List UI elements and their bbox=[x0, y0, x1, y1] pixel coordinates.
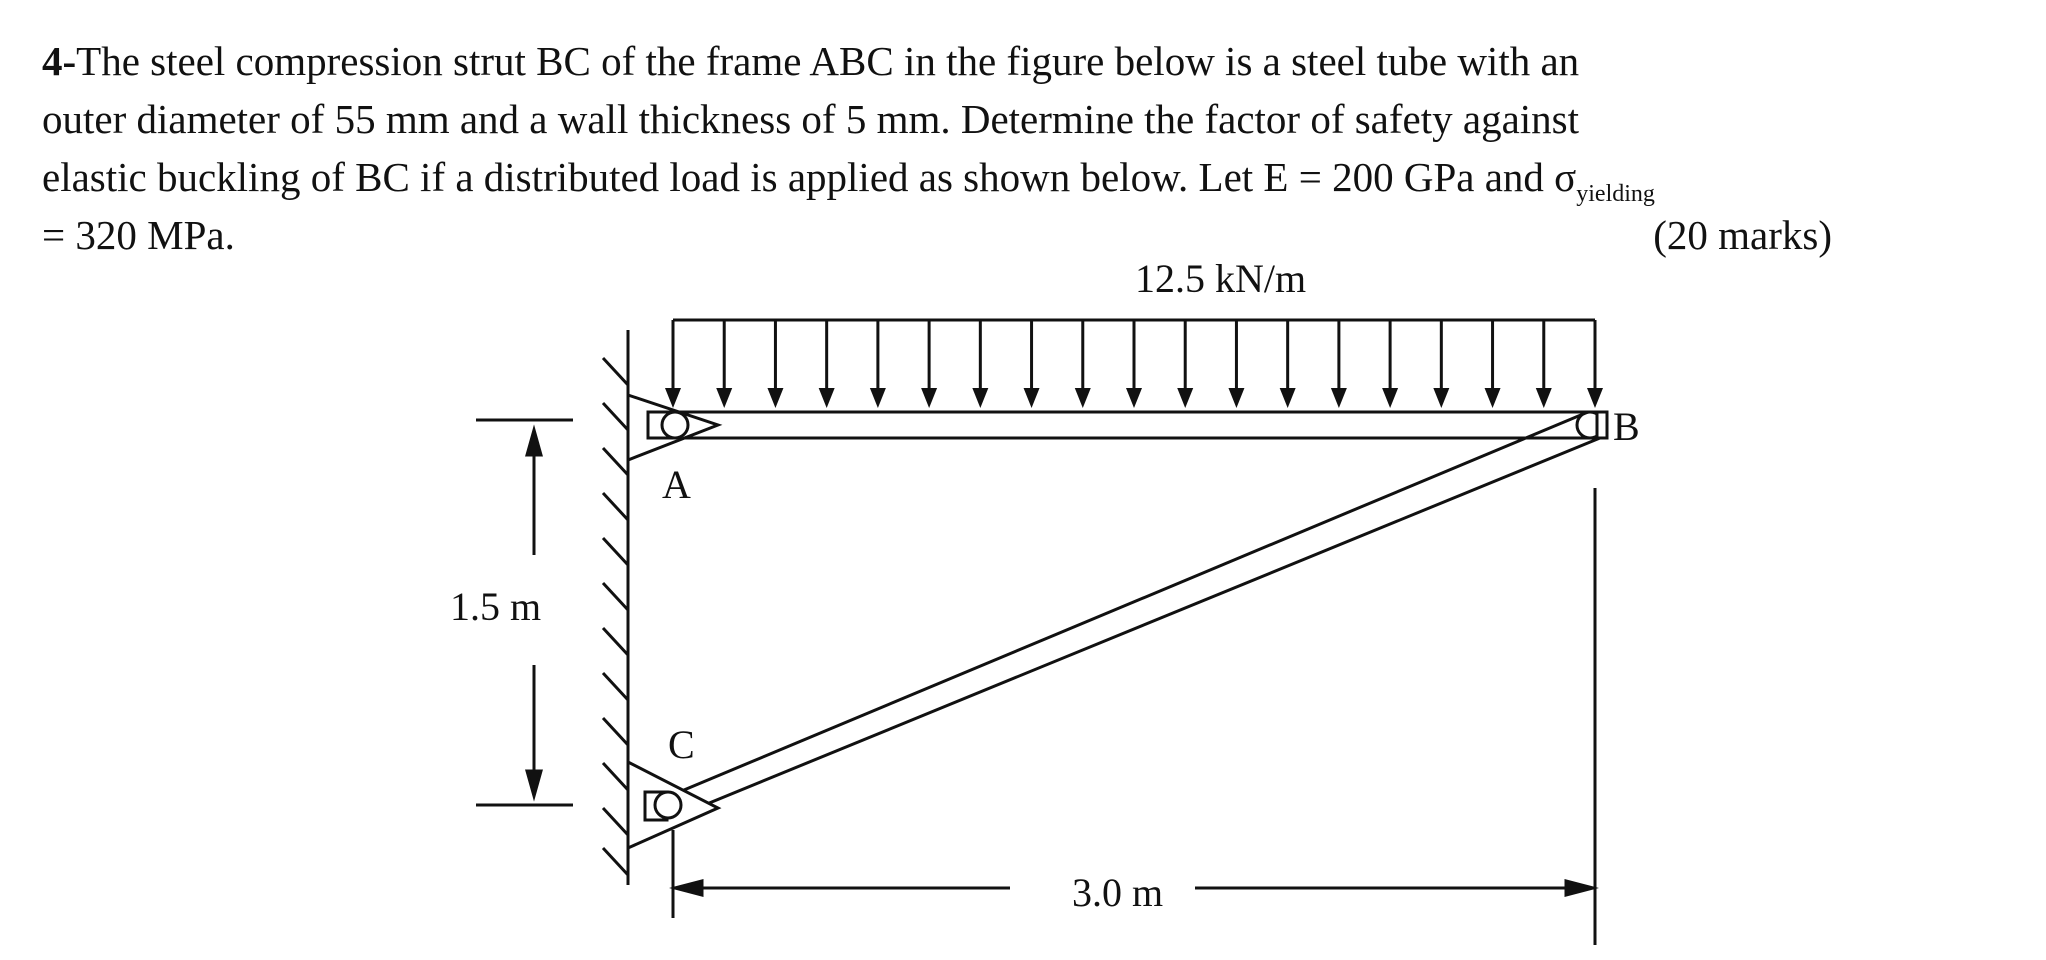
load-arrow-head bbox=[1382, 388, 1398, 408]
beam-ab bbox=[655, 412, 1595, 438]
strut-bc-bottom bbox=[680, 438, 1600, 815]
load-arrow-head bbox=[767, 388, 783, 408]
load-arrow-head bbox=[972, 388, 988, 408]
strut-bc-top bbox=[672, 412, 1588, 795]
load-arrow-head bbox=[1331, 388, 1347, 408]
dim-arrow-down bbox=[527, 771, 541, 796]
load-arrow-head bbox=[819, 388, 835, 408]
load-arrow-head bbox=[1433, 388, 1449, 408]
load-arrow-head bbox=[1485, 388, 1501, 408]
dim-arrow-up bbox=[527, 430, 541, 455]
question-line-1-text: The steel compression strut BC of the frame ABC in the figure below is a steel tube with an bbox=[76, 38, 1580, 84]
load-arrow-head bbox=[921, 388, 937, 408]
load-arrow-head bbox=[1228, 388, 1244, 408]
load-arrow-head bbox=[1126, 388, 1142, 408]
dim-arrow-right bbox=[1566, 881, 1593, 895]
load-arrow-head bbox=[1536, 388, 1552, 408]
load-arrow-head bbox=[870, 388, 886, 408]
width-label: 3.0 m bbox=[1072, 870, 1164, 915]
height-label: 1.5 m bbox=[450, 584, 542, 629]
point-c-label: C bbox=[668, 722, 695, 767]
load-arrows bbox=[665, 320, 1603, 408]
dim-arrow-left bbox=[675, 881, 702, 895]
question-number: 4- bbox=[42, 38, 77, 84]
load-arrow-head bbox=[1177, 388, 1193, 408]
load-label: 12.5 kN/m bbox=[1135, 256, 1307, 301]
question-line-2: outer diameter of 55 mm and a wall thickness of 5 mm. Determine the factor of safety against bbox=[42, 96, 1579, 142]
load-arrow-head bbox=[716, 388, 732, 408]
load-arrow-head bbox=[1587, 388, 1603, 408]
load-arrow-head bbox=[1075, 388, 1091, 408]
pin-a-icon bbox=[662, 412, 688, 438]
point-a-label: A bbox=[662, 462, 691, 507]
load-arrow-head bbox=[665, 388, 681, 408]
question-line-4-text: = 320 MPa. bbox=[42, 212, 235, 258]
question-line-3-text: elastic buckling of BC if a distributed load is applied as shown below. Let E = 200 GPa and σ bbox=[42, 154, 1577, 200]
wall-hatching bbox=[603, 358, 628, 875]
point-b-label: B bbox=[1613, 404, 1640, 449]
pin-c-icon bbox=[655, 792, 681, 818]
load-arrow-head bbox=[1280, 388, 1296, 408]
marks-label: (20 marks) bbox=[1653, 212, 1832, 258]
load-arrow-head bbox=[1024, 388, 1040, 408]
sigma-subscript: yielding bbox=[1576, 181, 1655, 207]
